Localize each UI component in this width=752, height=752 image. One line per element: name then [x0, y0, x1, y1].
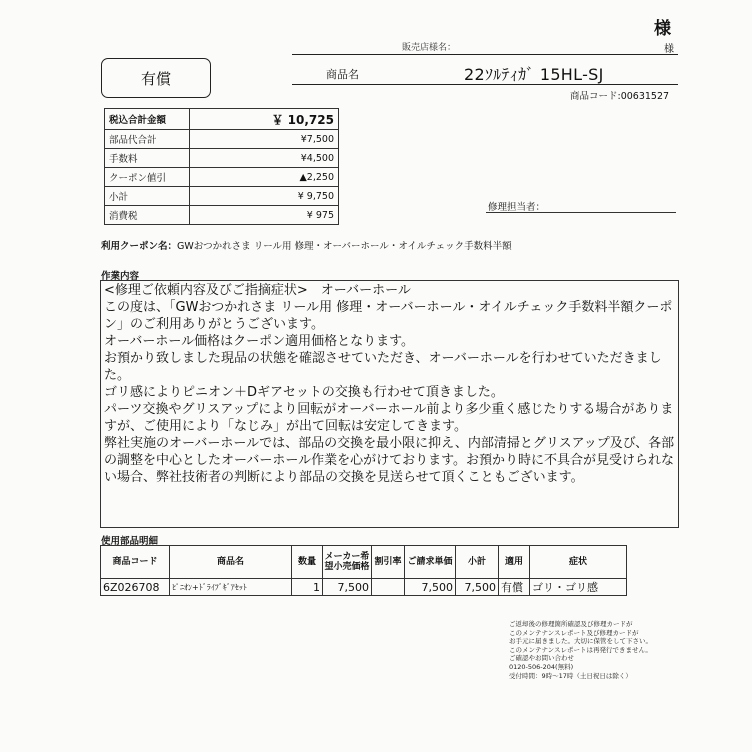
summary-label: クーポン値引: [105, 168, 190, 187]
part-symptom: ゴリ・ゴリ感: [530, 579, 627, 596]
summary-label: 消費税: [105, 206, 190, 225]
work-paragraph: パーツ交換やグリスアップにより回転がオーバーホール前より多少重く感じたりする場合がありますが、ご使用により「なじみ」が出て回転は安定してきます。: [104, 402, 674, 434]
total-value: ￥ 10,725: [190, 109, 339, 130]
summary-value: ▲2,250: [190, 168, 339, 187]
footnote-block: [509, 620, 652, 680]
footnote-line: このメンテナンスレポート及び修理カードが: [509, 628, 639, 637]
part-code: 6Z026708: [101, 579, 170, 596]
product-name: 22ｿﾙﾃｨｶﾞ 15HL-SJ: [464, 65, 604, 84]
column-header: 商品コード: [101, 546, 170, 579]
column-header: メーカー希望小売価格: [323, 546, 372, 579]
part-quantity: 1: [292, 579, 323, 596]
footnote-line: このメンテナンスレポートは再発行できません。: [509, 645, 652, 654]
summary-label: 小計: [105, 187, 190, 206]
part-discount-rate: [372, 579, 405, 596]
repairer-underline: [486, 212, 676, 213]
summary-row: [105, 206, 339, 225]
repairer-label: 修理担当者：: [488, 202, 546, 213]
part-applicability: 有償: [499, 579, 530, 596]
footnote-line: 0120-506-204(無料): [509, 662, 574, 671]
summary-row: [105, 187, 339, 206]
product-label: 商品名: [326, 68, 359, 81]
dealer-honorific: 様: [664, 44, 674, 55]
work-paragraph: オーバーホール価格はクーポン適用価格となります。: [104, 334, 415, 349]
summary-value: ¥ 9,750: [190, 187, 339, 206]
product-code: 商品コード:00631527: [570, 91, 670, 102]
footnote-line: 受付時間：9時〜17時（土日祝日は除く）: [509, 671, 632, 680]
column-header: 商品名: [170, 546, 292, 579]
coupon-label: 利用クーポン名：: [101, 241, 178, 252]
work-paragraph: <修理ご依頼内容及びご指摘症状> オーバーホール: [104, 283, 411, 298]
work-description-box: [100, 280, 679, 528]
total-label: 税込合計金額: [105, 109, 190, 130]
total-row: [105, 109, 339, 130]
summary-row: [105, 149, 339, 168]
parts-table: [100, 545, 627, 596]
column-header: 数量: [292, 546, 323, 579]
summary-row: [105, 130, 339, 149]
footnote-line: ご返却後の修理箇所確認及び修理カードが: [509, 620, 633, 628]
column-header: ご請求単価: [405, 546, 456, 579]
parts-header-row: [101, 546, 627, 579]
footnote-line: ご確認やお問い合わせ: [509, 654, 574, 663]
work-paragraph: お預かり致しました現品の状態を確認させていただき、オーバーホールを行わせていただきました。: [104, 351, 662, 383]
coupon-name: GWおつかれさま リール用 修理・オーバーホール・オイルチェック手数料半額: [177, 241, 512, 252]
column-header: 適用: [499, 546, 530, 579]
coupon-line: [101, 238, 512, 252]
dealer-label: 販売店様名：: [402, 43, 457, 53]
summary-row: [105, 168, 339, 187]
summary-value: ¥4,500: [190, 149, 339, 168]
column-header: 小計: [456, 546, 499, 579]
summary-label: 手数料: [105, 149, 190, 168]
part-subtotal: 7,500: [456, 579, 499, 596]
table-row: [101, 579, 627, 596]
footnote-line: お手元に届きました。大切に保管をして下さい。: [509, 637, 652, 646]
column-header: 症状: [530, 546, 627, 579]
work-paragraph: この度は、「GWおつかれさま リール用 修理・オーバーホール・オイルチェック手数料半額クーポン」のご利用ありがとうございます。: [104, 300, 673, 332]
paid-status-badge: 有償: [101, 58, 211, 98]
column-header: 割引率: [372, 546, 405, 579]
customer-honorific: 様: [654, 19, 671, 39]
summary-value: ¥ 975: [190, 206, 339, 225]
work-paragraph: ゴリ感によりピニオン＋Dギアセットの交換も行わせて頂きました。: [104, 385, 504, 400]
dealer-underline: [292, 36, 678, 55]
product-underline: [292, 84, 678, 85]
part-name: ﾋﾟﾆｵﾝ+ﾄﾞﾗｲﾌﾞｷﾞｱｾｯﾄ: [170, 579, 292, 596]
part-list-price: 7,500: [323, 579, 372, 596]
cost-summary-table: [104, 108, 339, 225]
summary-value: ¥7,500: [190, 130, 339, 149]
work-section-label: 作業内容: [101, 271, 140, 282]
part-unit-price: 7,500: [405, 579, 456, 596]
summary-label: 部品代合計: [105, 130, 190, 149]
parts-section-label: 使用部品明細: [101, 536, 159, 547]
work-paragraph: 弊社実施のオーバーホールでは、部品の交換を最小限に抑え、内部清掃とグリスアップ及び、各部の調整を中心としたオーバーホール作業を心がけております。お預かり時に不具合が見受けられない場合、弊社技術者の判断により部品の交換を見送らせて頂くこともございます。: [104, 436, 675, 485]
